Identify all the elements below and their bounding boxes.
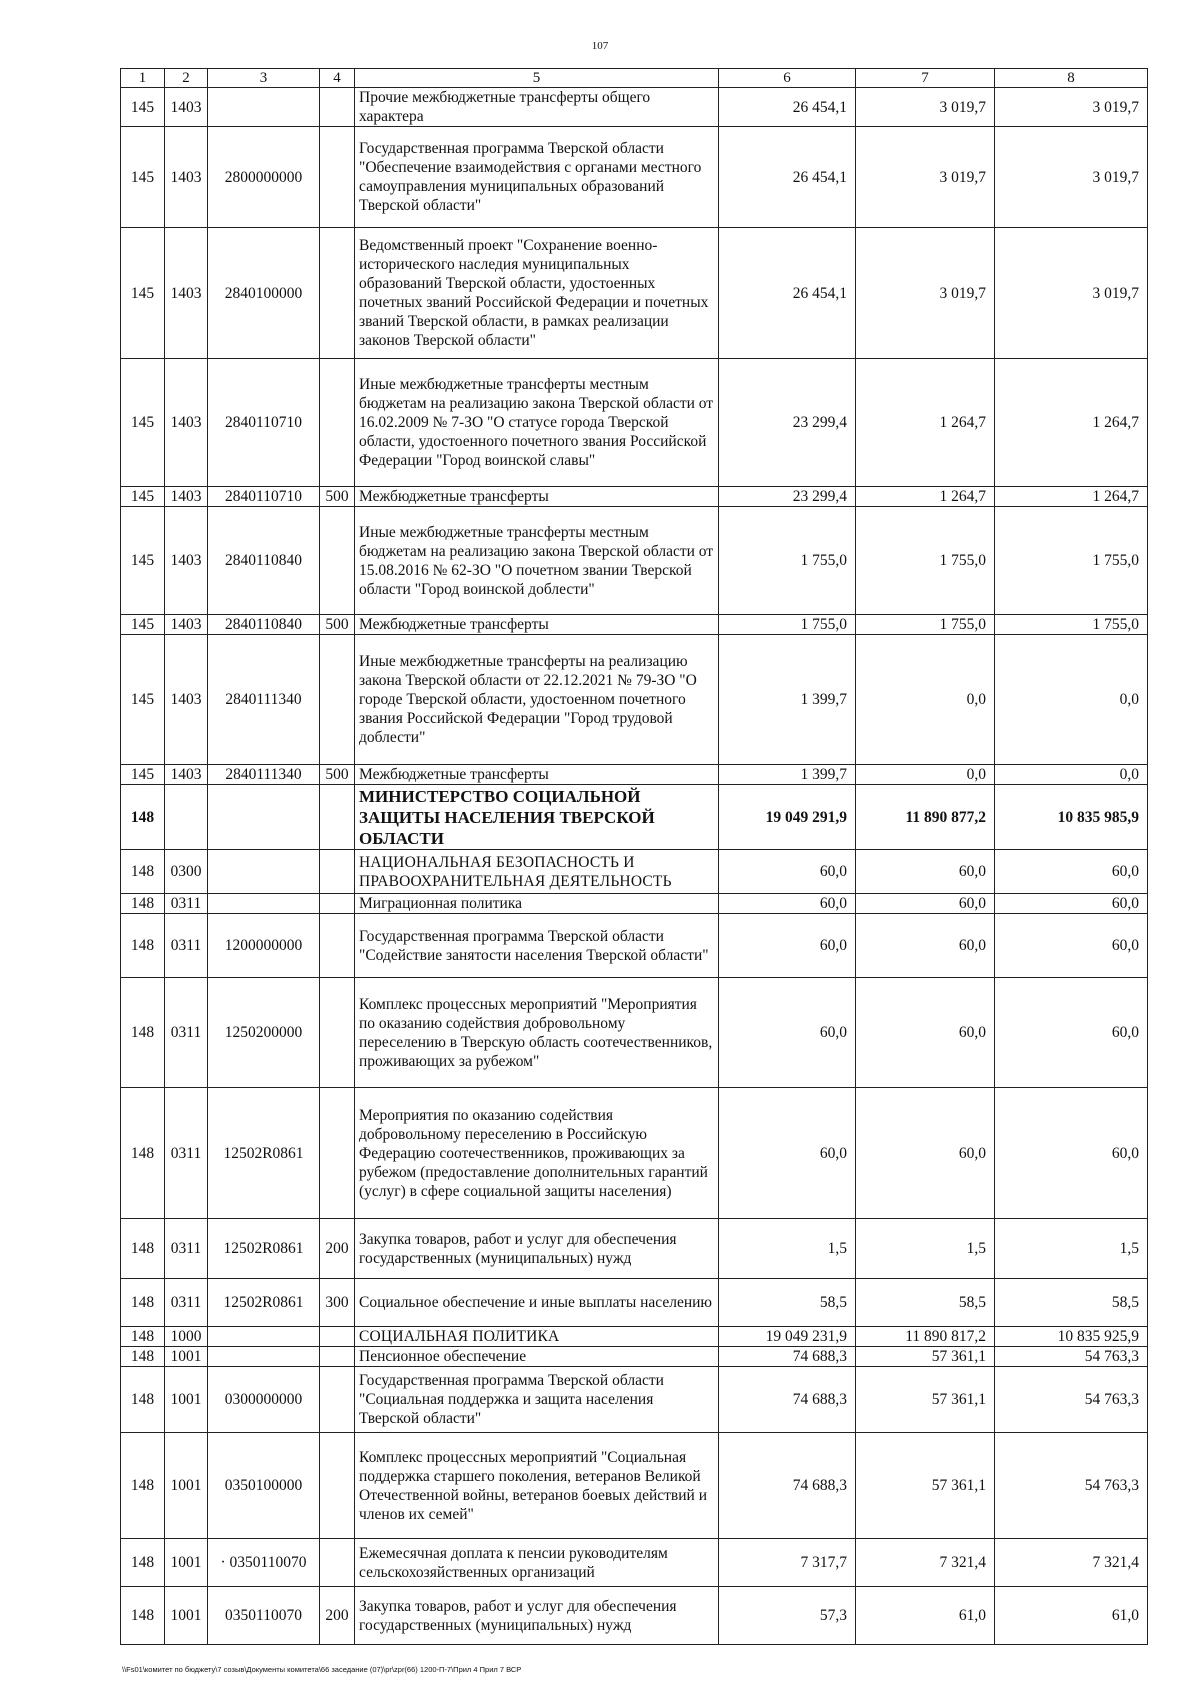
- column-header: 3: [208, 69, 320, 88]
- section-code: 1000: [165, 1327, 208, 1347]
- row-description: Государственная программа Тверской области "Содействие занятости населения Тверской области": [355, 914, 719, 978]
- expense-type-code: 500: [320, 615, 355, 635]
- amount-col-6: 19 049 231,9: [719, 1327, 856, 1347]
- column-header: 2: [165, 69, 208, 88]
- ministry-code: 148: [121, 1347, 165, 1367]
- amount-col-6: 74 688,3: [719, 1347, 856, 1367]
- row-description: Межбюджетные трансферты: [355, 487, 719, 507]
- amount-col-6: 26 454,1: [719, 228, 856, 359]
- row-description: Мероприятия по оказанию содействия добровольному переселению в Российскую Федерацию соотечественников, проживающих за рубежом (предоставление дополнительных гарантий (услуг) в сфере социальной защиты населения): [355, 1088, 719, 1219]
- section-code: 0311: [165, 894, 208, 914]
- amount-col-8: 3 019,7: [995, 88, 1148, 127]
- row-description: Государственная программа Тверской области "Обеспечение взаимодействия с органами местного самоуправления муниципальных образований Тверской области": [355, 127, 719, 228]
- amount-col-8: 54 763,3: [995, 1367, 1148, 1433]
- target-article-code: [208, 850, 320, 894]
- amount-col-6: 1 755,0: [719, 507, 856, 615]
- ministry-code: 148: [121, 914, 165, 978]
- amount-col-8: 0,0: [995, 635, 1148, 765]
- row-description: Пенсионное обеспечение: [355, 1347, 719, 1367]
- footer-file-path: \\Fs01\комитет по бюджету\7 созыв\Документы комитета\66 заседание (07)\pr\zpr(66) 1200-П-7\Прил 4 Прил 7 ВСР: [122, 1665, 522, 1674]
- table-row: [121, 615, 1148, 635]
- amount-col-7: 3 019,7: [856, 127, 995, 228]
- amount-col-7: 7 321,4: [856, 1539, 995, 1587]
- section-code: 0311: [165, 914, 208, 978]
- row-description: Иные межбюджетные трансферты местным бюджетам на реализацию закона Тверской области от 15.08.2016 № 62-ЗО "О почетном звании Тверской области "Город воинской доблести": [355, 507, 719, 615]
- amount-col-8: 54 763,3: [995, 1347, 1148, 1367]
- amount-col-7: 61,0: [856, 1587, 995, 1645]
- row-description: Комплекс процессных мероприятий "Мероприятия по оказанию содействия добровольному переселению в Тверскую область соотечественников, проживающих за рубежом": [355, 978, 719, 1088]
- amount-col-6: 1 755,0: [719, 615, 856, 635]
- row-description: НАЦИОНАЛЬНАЯ БЕЗОПАСНОСТЬ И ПРАВООХРАНИТЕЛЬНАЯ ДЕЯТЕЛЬНОСТЬ: [355, 850, 719, 894]
- table-row: [121, 1587, 1148, 1645]
- target-article-code: 1200000000: [208, 914, 320, 978]
- section-code: 1001: [165, 1539, 208, 1587]
- amount-col-6: 26 454,1: [719, 88, 856, 127]
- ministry-code: 148: [121, 1279, 165, 1327]
- amount-col-8: 3 019,7: [995, 228, 1148, 359]
- target-article-code: 2800000000: [208, 127, 320, 228]
- section-code: 0311: [165, 1088, 208, 1219]
- amount-col-7: 1 264,7: [856, 487, 995, 507]
- amount-col-6: 1 399,7: [719, 635, 856, 765]
- amount-col-7: 11 890 817,2: [856, 1327, 995, 1347]
- amount-col-7: 1 755,0: [856, 615, 995, 635]
- table-row: [121, 850, 1148, 894]
- table-row: [121, 1347, 1148, 1367]
- row-description: Миграционная политика: [355, 894, 719, 914]
- section-code: 1403: [165, 359, 208, 487]
- amount-col-6: 74 688,3: [719, 1367, 856, 1433]
- row-description: Межбюджетные трансферты: [355, 765, 719, 785]
- expense-type-code: [320, 228, 355, 359]
- amount-col-7: 0,0: [856, 635, 995, 765]
- target-article-code: [208, 1347, 320, 1367]
- target-article-code: 12502R0861: [208, 1219, 320, 1279]
- amount-col-7: 57 361,1: [856, 1347, 995, 1367]
- target-article-code: [208, 894, 320, 914]
- section-code: 0311: [165, 1279, 208, 1327]
- table-row: [121, 1327, 1148, 1347]
- ministry-code: 148: [121, 1539, 165, 1587]
- row-description: Закупка товаров, работ и услуг для обеспечения государственных (муниципальных) нужд: [355, 1219, 719, 1279]
- target-article-code: 12502R0861: [208, 1279, 320, 1327]
- expense-type-code: [320, 978, 355, 1088]
- amount-col-8: 1 264,7: [995, 359, 1148, 487]
- row-description: СОЦИАЛЬНАЯ ПОЛИТИКА: [355, 1327, 719, 1347]
- table-row: [121, 487, 1148, 507]
- target-article-code: 2840110710: [208, 487, 320, 507]
- section-code: 1403: [165, 487, 208, 507]
- amount-col-7: 60,0: [856, 850, 995, 894]
- expense-type-code: [320, 127, 355, 228]
- target-article-code: 2840111340: [208, 765, 320, 785]
- amount-col-8: 1 755,0: [995, 507, 1148, 615]
- target-article-code: 0300000000: [208, 1367, 320, 1433]
- table-row: [121, 1433, 1148, 1539]
- page-number: 107: [591, 40, 609, 52]
- table-row: [121, 914, 1148, 978]
- amount-col-8: 3 019,7: [995, 127, 1148, 228]
- amount-col-8: 60,0: [995, 914, 1148, 978]
- amount-col-7: 1,5: [856, 1219, 995, 1279]
- amount-col-7: 1 264,7: [856, 359, 995, 487]
- amount-col-7: 60,0: [856, 894, 995, 914]
- target-article-code: [208, 785, 320, 850]
- amount-col-6: 60,0: [719, 894, 856, 914]
- expense-type-code: 500: [320, 487, 355, 507]
- target-article-code: 0350110070: [208, 1587, 320, 1645]
- section-code: 0300: [165, 850, 208, 894]
- row-description: Ежемесячная доплата к пенсии руководителям сельскохозяйственных организаций: [355, 1539, 719, 1587]
- section-code: 1403: [165, 765, 208, 785]
- ministry-code: 148: [121, 1367, 165, 1433]
- table-row: [121, 127, 1148, 228]
- expense-type-code: [320, 88, 355, 127]
- section-code: 0311: [165, 1219, 208, 1279]
- amount-col-8: 0,0: [995, 765, 1148, 785]
- ministry-code: 148: [121, 1327, 165, 1347]
- amount-col-8: 10 835 925,9: [995, 1327, 1148, 1347]
- amount-col-7: 3 019,7: [856, 228, 995, 359]
- section-code: 0311: [165, 978, 208, 1088]
- target-article-code: [208, 88, 320, 127]
- expense-type-code: 500: [320, 765, 355, 785]
- expense-type-code: [320, 914, 355, 978]
- row-description: Прочие межбюджетные трансферты общего характера: [355, 88, 719, 127]
- amount-col-6: 60,0: [719, 914, 856, 978]
- target-article-code: 2840111340: [208, 635, 320, 765]
- column-header: 8: [995, 69, 1148, 88]
- amount-col-6: 74 688,3: [719, 1433, 856, 1539]
- row-description: Закупка товаров, работ и услуг для обеспечения государственных (муниципальных) нужд: [355, 1587, 719, 1645]
- budget-table: [120, 68, 1148, 1645]
- ministry-code: 148: [121, 785, 165, 850]
- amount-col-7: 60,0: [856, 978, 995, 1088]
- ministry-code: 148: [121, 1219, 165, 1279]
- amount-col-8: 10 835 985,9: [995, 785, 1148, 850]
- section-code: 1403: [165, 88, 208, 127]
- column-header: 7: [856, 69, 995, 88]
- section-code: 1001: [165, 1433, 208, 1539]
- amount-col-6: 23 299,4: [719, 487, 856, 507]
- section-code: [165, 785, 208, 850]
- amount-col-6: 60,0: [719, 850, 856, 894]
- amount-col-8: 1 755,0: [995, 615, 1148, 635]
- amount-col-7: 58,5: [856, 1279, 995, 1327]
- section-code: 1001: [165, 1587, 208, 1645]
- amount-col-8: 60,0: [995, 894, 1148, 914]
- target-article-code: 2840110840: [208, 507, 320, 615]
- amount-col-6: 57,3: [719, 1587, 856, 1645]
- expense-type-code: [320, 635, 355, 765]
- amount-col-6: 26 454,1: [719, 127, 856, 228]
- expense-type-code: [320, 894, 355, 914]
- amount-col-7: 11 890 877,2: [856, 785, 995, 850]
- expense-type-code: [320, 1539, 355, 1587]
- amount-col-6: 23 299,4: [719, 359, 856, 487]
- table-row: [121, 1539, 1148, 1587]
- row-description: Государственная программа Тверской области "Социальная поддержка и защита населения Тверской области": [355, 1367, 719, 1433]
- amount-col-8: 7 321,4: [995, 1539, 1148, 1587]
- amount-col-7: 60,0: [856, 914, 995, 978]
- column-header: 6: [719, 69, 856, 88]
- table-row: [121, 1367, 1148, 1433]
- amount-col-7: 57 361,1: [856, 1367, 995, 1433]
- amount-col-6: 60,0: [719, 978, 856, 1088]
- section-code: 1403: [165, 615, 208, 635]
- amount-col-8: 60,0: [995, 850, 1148, 894]
- expense-type-code: [320, 1347, 355, 1367]
- row-description: Иные межбюджетные трансферты на реализацию закона Тверской области от 22.12.2021 № 79-ЗО "О городе Тверской области, удостоенном почетного звания Российской Федерации "Город трудовой доблести": [355, 635, 719, 765]
- amount-col-8: 60,0: [995, 1088, 1148, 1219]
- amount-col-8: 54 763,3: [995, 1433, 1148, 1539]
- ministry-code: 145: [121, 507, 165, 615]
- row-description: МИНИСТЕРСТВО СОЦИАЛЬНОЙ ЗАЩИТЫ НАСЕЛЕНИЯ ТВЕРСКОЙ ОБЛАСТИ: [355, 785, 719, 850]
- table-row: [121, 507, 1148, 615]
- expense-type-code: [320, 507, 355, 615]
- section-code: 1403: [165, 635, 208, 765]
- amount-col-8: 60,0: [995, 978, 1148, 1088]
- row-description: Ведомственный проект "Сохранение военно-исторического наследия муниципальных образований Тверской области, удостоенных почетных званий Российской Федерации и почетных званий Тверской области, в рамках реализации законов Тверской области": [355, 228, 719, 359]
- row-description: Социальное обеспечение и иные выплаты населению: [355, 1279, 719, 1327]
- ministry-code: 148: [121, 978, 165, 1088]
- amount-col-7: 60,0: [856, 1088, 995, 1219]
- table-header-row: [121, 69, 1148, 88]
- amount-col-6: 1,5: [719, 1219, 856, 1279]
- expense-type-code: 300: [320, 1279, 355, 1327]
- target-article-code: 2840110710: [208, 359, 320, 487]
- amount-col-6: 7 317,7: [719, 1539, 856, 1587]
- ministry-code: 145: [121, 765, 165, 785]
- ministry-code: 145: [121, 228, 165, 359]
- target-article-code: 2840110840: [208, 615, 320, 635]
- amount-col-6: 19 049 291,9: [719, 785, 856, 850]
- ministry-code: 145: [121, 615, 165, 635]
- table-row: [121, 1279, 1148, 1327]
- expense-type-code: [320, 1367, 355, 1433]
- ministry-code: 145: [121, 127, 165, 228]
- expense-type-code: [320, 1088, 355, 1219]
- table-row: [121, 1088, 1148, 1219]
- ministry-code: 148: [121, 1587, 165, 1645]
- ministry-code: 148: [121, 1433, 165, 1539]
- amount-col-8: 1 264,7: [995, 487, 1148, 507]
- amount-col-6: 58,5: [719, 1279, 856, 1327]
- amount-col-7: 3 019,7: [856, 88, 995, 127]
- target-article-code: 1250200000: [208, 978, 320, 1088]
- amount-col-8: 1,5: [995, 1219, 1148, 1279]
- amount-col-8: 61,0: [995, 1587, 1148, 1645]
- table-row: [121, 1219, 1148, 1279]
- row-description: Иные межбюджетные трансферты местным бюджетам на реализацию закона Тверской области от 16.02.2009 № 7-ЗО "О статусе города Тверской области, удостоенного почетного звания Российской Федерации "Город воинской славы": [355, 359, 719, 487]
- ministry-code: 145: [121, 635, 165, 765]
- expense-type-code: [320, 359, 355, 487]
- section-code: 1403: [165, 228, 208, 359]
- target-article-code: [208, 1327, 320, 1347]
- ministry-code: 145: [121, 359, 165, 487]
- section-code: 1403: [165, 127, 208, 228]
- expense-type-code: [320, 1327, 355, 1347]
- section-code: 1001: [165, 1367, 208, 1433]
- section-code: 1403: [165, 507, 208, 615]
- target-article-code: · 0350110070: [208, 1539, 320, 1587]
- amount-col-6: 1 399,7: [719, 765, 856, 785]
- amount-col-8: 58,5: [995, 1279, 1148, 1327]
- expense-type-code: [320, 785, 355, 850]
- expense-type-code: [320, 1433, 355, 1539]
- ministry-code: 145: [121, 487, 165, 507]
- column-header: 4: [320, 69, 355, 88]
- table-row: [121, 785, 1148, 850]
- table-row: [121, 88, 1148, 127]
- ministry-code: 145: [121, 88, 165, 127]
- table-row: [121, 978, 1148, 1088]
- expense-type-code: 200: [320, 1219, 355, 1279]
- table-row: [121, 894, 1148, 914]
- amount-col-7: 57 361,1: [856, 1433, 995, 1539]
- table-row: [121, 635, 1148, 765]
- column-header: 5: [355, 69, 719, 88]
- row-description: Межбюджетные трансферты: [355, 615, 719, 635]
- table-row: [121, 228, 1148, 359]
- ministry-code: 148: [121, 894, 165, 914]
- amount-col-7: 1 755,0: [856, 507, 995, 615]
- column-header: 1: [121, 69, 165, 88]
- section-code: 1001: [165, 1347, 208, 1367]
- target-article-code: 2840100000: [208, 228, 320, 359]
- expense-type-code: 200: [320, 1587, 355, 1645]
- ministry-code: 148: [121, 1088, 165, 1219]
- table-row: [121, 765, 1148, 785]
- expense-type-code: [320, 850, 355, 894]
- target-article-code: 0350100000: [208, 1433, 320, 1539]
- amount-col-7: 0,0: [856, 765, 995, 785]
- amount-col-6: 60,0: [719, 1088, 856, 1219]
- row-description: Комплекс процессных мероприятий "Социальная поддержка старшего поколения, ветеранов Великой Отечественной войны, ветеранов боевых действий и членов их семей": [355, 1433, 719, 1539]
- target-article-code: 12502R0861: [208, 1088, 320, 1219]
- table-row: [121, 359, 1148, 487]
- ministry-code: 148: [121, 850, 165, 894]
